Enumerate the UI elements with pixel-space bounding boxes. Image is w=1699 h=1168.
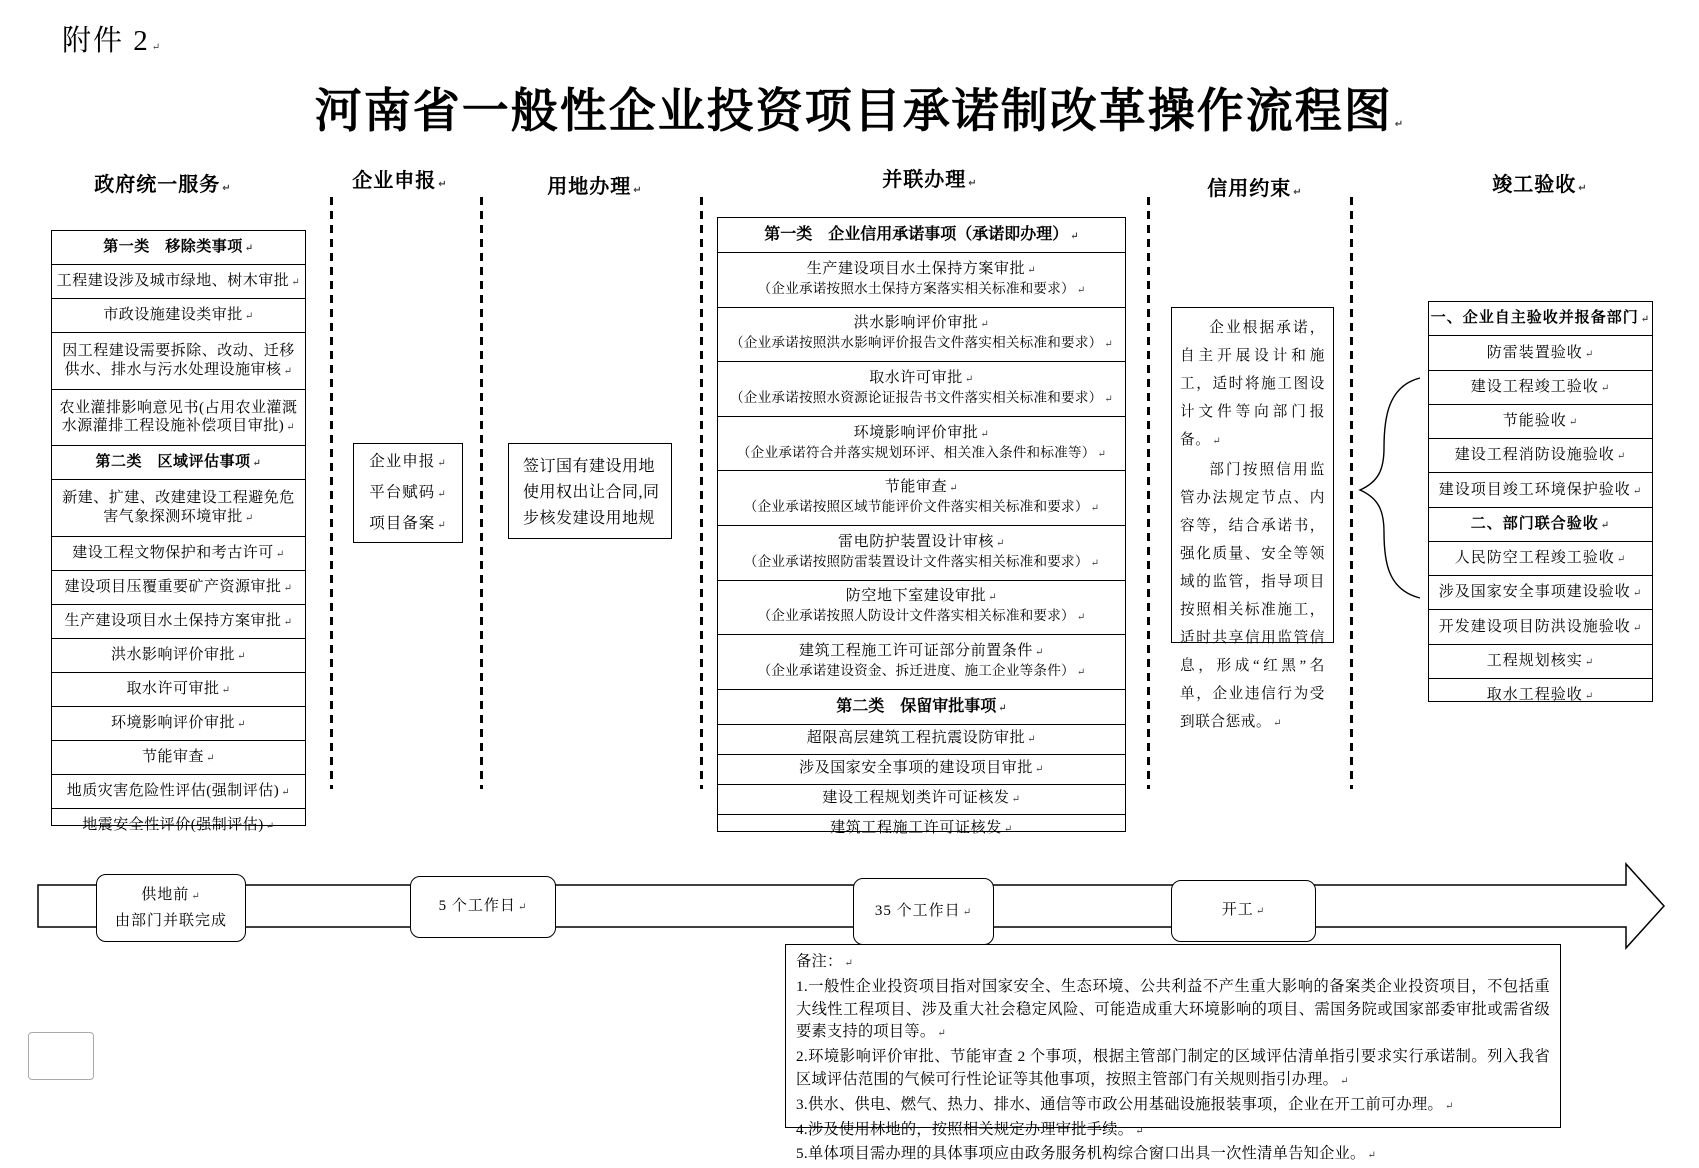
row-text: 步核发建设用地规 — [523, 510, 656, 527]
stray-box — [28, 1032, 94, 1080]
acceptance-row — [1429, 609, 1652, 643]
parallel-handling-row — [718, 470, 1125, 525]
row-text: （企业承诺按照人防设计文件落实相关标准和要求） ↵ — [758, 607, 1086, 627]
row-text: 洪水影响评价审批 ↵ — [111, 646, 246, 665]
note-line: 5.单体项目需办理的具体事项应由政务服务机构综合窗口出具一次性清单告知企业。 ↵ — [796, 1143, 1550, 1168]
column-header-parallel-handle: 并联办理 ↵ — [882, 163, 977, 192]
row-text: 取水工程验收 ↵ — [1487, 686, 1594, 705]
row-text: 平台赋码 ↵ — [369, 484, 446, 501]
row-text: 第一类 企业信用承诺事项（承诺即办理） ↵ — [764, 225, 1078, 245]
row-text: 生产建设项目水土保持方案审批 ↵ — [807, 260, 1036, 280]
dashed-divider — [330, 197, 333, 789]
row-text: 节能审查 ↵ — [885, 478, 958, 498]
gov-service-row — [52, 298, 305, 332]
parallel-handling-row — [718, 689, 1125, 724]
row-text: 节能验收 ↵ — [1503, 412, 1578, 431]
acceptance-row — [1429, 438, 1652, 472]
row-text: 供地前 ↵ — [141, 887, 200, 903]
gov-service-row — [52, 774, 305, 808]
row-text: 地质灾害危险性评估(强制评估) ↵ — [67, 782, 290, 801]
parallel-handling-list — [717, 217, 1126, 837]
note-line: 2.环境影响评价审批、节能审查 2 个事项，根据主管部门制定的区域评估清单指引要求实行承诺制。列入我省区域评估范围的气候可行性论证等其他事项，按照主管部门有关规则指引办理。 ↵ — [796, 1046, 1550, 1094]
parallel-handling-row — [718, 218, 1125, 252]
credit-constraint-box — [1171, 307, 1334, 730]
parallel-handling-row — [718, 361, 1125, 416]
row-text: 生产建设项目水土保持方案审批 ↵ — [65, 612, 293, 631]
acceptance-row — [1429, 472, 1652, 506]
row-text: 工程规划核实 ↵ — [1487, 652, 1594, 671]
row-text: 新建、扩建、改建建设工程避免危害气象探测环境审批 ↵ — [55, 489, 302, 527]
row-text: 开发建设项目防洪设施验收 ↵ — [1439, 618, 1642, 637]
gov-service-row — [52, 332, 305, 388]
gov-service-row — [52, 479, 305, 535]
gov-service-row — [52, 672, 305, 706]
column-header-gov-service: 政府统一服务 ↵ — [94, 168, 231, 197]
row-text: （企业承诺符合并落实规划环评、相关准入条件和标准等） ↵ — [737, 444, 1106, 464]
row-text: 环境影响评价审批 ↵ — [111, 714, 246, 733]
parallel-handling-row — [718, 784, 1125, 814]
acceptance-row — [1429, 678, 1652, 712]
row-text: 节能审查 ↵ — [142, 748, 215, 767]
dashed-divider — [1147, 197, 1150, 789]
row-text: 洪水影响评价审批 ↵ — [854, 314, 990, 334]
gov-service-row — [52, 740, 305, 774]
milestone-5-workdays — [410, 876, 556, 938]
row-text: 雷电防护装置设计审核 ↵ — [838, 533, 1005, 553]
row-text: 因工程建设需要拆除、改动、迁移供水、排水与污水处理设施审核 ↵ — [55, 342, 302, 380]
row-text: 二、部门联合验收 ↵ — [1471, 515, 1610, 534]
acceptance-row — [1429, 404, 1652, 438]
credit-paragraph: 企业根据承诺，自主开展设计和施工，适时将施工图设计文件等向部门报备。 ↵ — [1180, 314, 1325, 456]
parallel-handling-row — [718, 814, 1125, 844]
gov-service-row — [52, 445, 305, 479]
notes-title: 备注： ↵ — [796, 951, 1550, 976]
gov-services-list — [51, 230, 306, 834]
milestone-35-workdays — [853, 878, 994, 945]
note-line: 1.一般性企业投资项目指对国家安全、生态环境、公共利益不产生重大影响的备案类企业投资项目，不包括重大线性工程项目、涉及重大社会稳定风险、可能造成重大环境影响的项目、需国务院或国家部委审批或需省级要素支持的项目等。 ↵ — [796, 976, 1550, 1046]
notes-box — [785, 944, 1561, 1163]
row-text: 一、企业自主验收并报备部门 ↵ — [1431, 309, 1650, 328]
acceptance-row — [1429, 335, 1652, 369]
column-header-enterprise-declare: 企业申报 ↵ — [352, 164, 447, 193]
row-text: 防空地下室建设审批 ↵ — [846, 587, 997, 607]
credit-paragraph: 部门按照信用监管办法规定节点、内容等，结合承诺书，强化质量、安全等领域的监管，指导项目按照相关标准施工，适时共享信用监管信息，形成“红黑”名单，企业违信行为受到联合惩戒。 ↵ — [1180, 456, 1325, 738]
row-text: 项目备案 ↵ — [369, 515, 446, 532]
row-text: 使用权出让合同,同 — [523, 484, 660, 501]
row-text: 建设工程竣工验收 ↵ — [1471, 378, 1610, 397]
gov-service-row — [52, 231, 305, 264]
note-line: 3.供水、供电、燃气、热力、排水、通信等市政公用基础设施报装事项，企业在开工前可办理。 ↵ — [796, 1094, 1550, 1119]
gov-service-row — [52, 570, 305, 604]
gov-service-row — [52, 536, 305, 570]
row-text: 建筑工程施工许可证核发 ↵ — [830, 819, 1013, 839]
row-text: 第一类 移除类事项 ↵ — [103, 238, 253, 257]
row-text: 市政设施建设类审批 ↵ — [103, 306, 253, 325]
row-text: 取水许可审批 ↵ — [869, 369, 974, 389]
dashed-divider — [700, 197, 703, 789]
row-text: （企业承诺按照水土保持方案落实相关标准和要求） ↵ — [758, 280, 1086, 300]
gov-service-row — [52, 264, 305, 298]
row-text: 开工 ↵ — [1222, 902, 1265, 918]
row-text: 超限高层建筑工程抗震设防审批 ↵ — [807, 729, 1036, 749]
row-text: 涉及国家安全事项的建设项目审批 ↵ — [799, 759, 1044, 779]
gov-service-row — [52, 604, 305, 638]
row-text: 工程建设涉及城市绿地、树木审批 ↵ — [57, 272, 300, 291]
row-text: 建设项目竣工环境保护验收 ↵ — [1439, 481, 1642, 500]
attachment-label: 附件 2 ↵ — [62, 18, 162, 59]
enterprise-declare-box — [353, 443, 463, 543]
row-text: 建设项目压覆重要矿产资源审批 ↵ — [65, 578, 293, 597]
row-text: 地震安全性评价(强制评估) ↵ — [82, 816, 274, 835]
curly-brace-icon — [1350, 370, 1430, 605]
acceptance-row — [1429, 575, 1652, 609]
gov-service-row — [52, 808, 305, 842]
row-text: 签订国有建设用地 — [523, 458, 656, 475]
column-header-completion-acceptance: 竣工验收 ↵ — [1492, 168, 1587, 197]
row-text: （企业承诺按照洪水影响评价报告文件落实相关标准和要求） ↵ — [730, 334, 1113, 354]
notes-items — [796, 976, 1550, 1168]
note-line: 4.涉及使用林地的，按照相关规定办理审批手续。 ↵ — [796, 1119, 1550, 1144]
row-text: （企业承诺按照水资源论证报告书文件落实相关标准和要求） ↵ — [730, 389, 1113, 409]
row-text: 建设工程规划类许可证核发 ↵ — [822, 789, 1020, 809]
row-text: 取水许可审批 ↵ — [127, 680, 231, 699]
parallel-handling-row — [718, 416, 1125, 471]
row-text: 5 个工作日 ↵ — [439, 898, 528, 914]
milestone-start-construction — [1171, 880, 1316, 942]
acceptance-row — [1429, 507, 1652, 541]
parallel-handling-row — [718, 307, 1125, 362]
row-text: （企业承诺建设资金、拆迁进度、施工企业等条件） ↵ — [758, 662, 1086, 682]
row-text: （企业承诺按照防雷装置设计文件落实相关标准和要求） ↵ — [744, 553, 1099, 573]
milestone-before-supply — [96, 874, 246, 942]
row-text: 农业灌排影响意见书(占用农业灌溉水源灌排工程设施补偿项目审批) ↵ — [55, 399, 302, 437]
parallel-handling-row — [718, 252, 1125, 307]
gov-service-row — [52, 638, 305, 672]
row-text: 建筑工程施工许可证部分前置条件 ↵ — [799, 642, 1044, 662]
completion-acceptance-list — [1428, 301, 1653, 702]
row-text: 涉及国家安全事项建设验收 ↵ — [1439, 583, 1642, 602]
acceptance-row — [1429, 541, 1652, 575]
land-handling-box — [508, 443, 672, 539]
row-text: 企业申报 ↵ — [369, 453, 446, 470]
column-header-credit-constraint: 信用约束 ↵ — [1207, 172, 1302, 201]
acceptance-row — [1429, 644, 1652, 678]
parallel-handling-row — [718, 525, 1125, 580]
parallel-handling-row — [718, 580, 1125, 635]
row-text: 人民防空工程竣工验收 ↵ — [1455, 549, 1626, 568]
acceptance-row — [1429, 370, 1652, 404]
parallel-handling-row — [718, 634, 1125, 689]
gov-service-row — [52, 706, 305, 740]
parallel-handling-row — [718, 724, 1125, 754]
column-header-land-handle: 用地办理 ↵ — [547, 170, 642, 199]
row-text: 建设工程消防设施验收 ↵ — [1455, 446, 1626, 465]
row-text: （企业承诺按照区域节能评价文件落实相关标准和要求） ↵ — [744, 498, 1099, 518]
gov-service-row — [52, 389, 305, 445]
row-text: 第二类 保留审批事项 ↵ — [836, 697, 1006, 717]
parallel-handling-row — [718, 754, 1125, 784]
acceptance-row — [1429, 302, 1652, 335]
row-text: 由部门并联完成 — [114, 913, 227, 929]
page-title: 河南省一般性企业投资项目承诺制改革操作流程图 ↵ — [230, 74, 1490, 141]
dashed-divider — [480, 197, 483, 789]
row-text: 建设工程文物保护和考古许可 ↵ — [72, 544, 284, 563]
row-text: 防雷装置验收 ↵ — [1487, 344, 1594, 363]
row-text: 第二类 区域评估事项 ↵ — [96, 453, 262, 472]
row-text: 环境影响评价审批 ↵ — [854, 424, 990, 444]
row-text: 35 个工作日 ↵ — [875, 903, 972, 919]
